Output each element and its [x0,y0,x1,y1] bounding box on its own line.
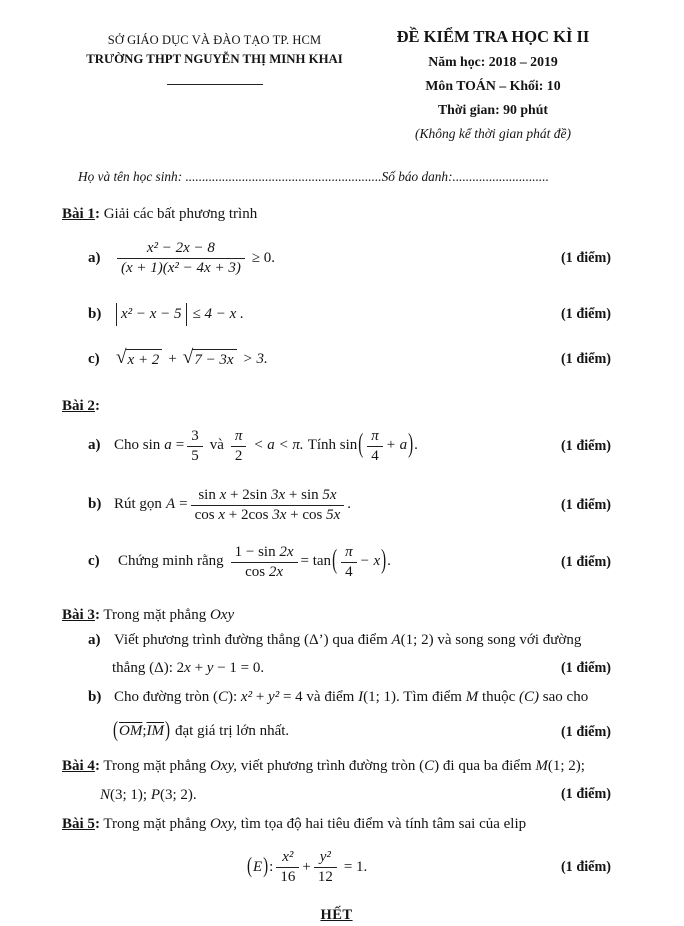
absolute-value: x² − x − 5 [116,303,187,327]
item-marker-1c: c) [88,350,100,367]
square-root: √ 7 − 3x [183,349,237,371]
header-divider [167,84,263,85]
section-4-number: Bài 4 [62,757,95,774]
end-label: HẾT [320,907,353,924]
exam-title-block [367,26,611,143]
formula-2a: Cho sin a = $\frac{3}{5}$ và π 2 < a < π. Tính sin ( π 4 + a ) . [114,427,418,464]
fraction: x² 16 [276,849,299,886]
points-badge-1b: (1 điểm) [560,306,611,323]
item-marker-1b: b) [88,305,102,322]
fraction: $\frac{\text{y²}}{12}$ [314,849,337,886]
exam-title: ĐỀ KIỂM TRA HỌC KÌ II [396,27,590,46]
fraction: $\frac{\text{x² − 2x − 8}}{\text{(x + 1)(x² − 4x + 3)}}$ [117,240,245,277]
square-root: √ x + 2 [116,349,162,371]
fraction: $\frac{\text{sin x + 2sin 3x + sin 5x}}{\text{cos x + 2cos 3x + cos 5x}}$ [191,487,345,524]
problem-3a-line2 [62,654,611,683]
paren-close: ) [263,854,269,878]
school-year: Năm học: 2018 – 2019 [428,54,558,70]
problem-3a-line1 [62,626,611,655]
item-marker-2b: b) [88,496,102,513]
formula-1c: √ x + 2 + √ 7 − 3x > 3. [114,349,272,371]
problem-2a-row [62,422,611,470]
duration: Thời gian: 90 phút [437,102,548,118]
text-5-line1: Trong mặt phẳng Oxy, tìm tọa độ hai tiêu điểm và tính tâm sai của elip [99,815,527,832]
fraction: π 2 [231,428,247,465]
section-3-heading [62,606,611,626]
radical-icon: √ [116,346,127,368]
fraction: π 4 [341,544,357,581]
section-1-number: Bài 1 [62,206,95,223]
section-2-heading [62,397,611,417]
section-4-line2 [62,781,611,810]
problem-1a-row [62,233,611,285]
student-info-line: Họ và tên học sinh: ...........................................................Số báo danh:............................. [78,168,549,184]
formula-1a: $\frac{\text{x² − 2x − 8}}{\text{(x + 1)(x² − 4x + 3)}}$ ≥ 0. [114,240,279,277]
problem-3b-line1 [62,683,611,712]
ellipse-symbol: E [253,858,263,875]
item-marker-3b: b) [88,689,102,706]
points-badge-2b: (1 điểm) [560,496,611,513]
text-4-line1: Trong mặt phẳng Oxy, viết phương trình đường tròn (C) đi qua ba điểm M(1; 2); [99,757,585,774]
section-2-colon: : [94,397,100,414]
points-badge-5: (1 điểm) [560,859,611,876]
points-badge-2a: (1 điểm) [560,437,611,454]
document-header [62,26,611,143]
section-5-formula-row [62,842,611,892]
text-3b-line1: Cho đường tròn (C): x² + y² = 4 và điểm I(1; 1). Tìm điểm M thuộc (C) sao cho [114,689,589,706]
department-name: SỞ GIÁO DỤC VÀ ĐÀO TẠO TP. HCM [107,33,322,47]
issuing-authority-block [62,26,367,85]
section-4-line1 [62,752,611,781]
points-badge-1a: (1 điểm) [560,250,611,267]
fraction: $\frac{1 - \sin 2x}{\cos 2x}$ [231,544,298,581]
fraction: π 4 [367,428,383,465]
section-5-line1 [62,810,611,839]
item-marker-2c: c) [88,553,100,570]
section-5-colon: : [94,815,100,832]
section-3-colon: : [94,607,100,624]
text-3a-line2: thẳng (Δ): 2x + y − 1 = 0. [112,660,265,677]
formula-2b: Rút gọn A = $\frac{\text{sin x + 2sin 3x + sin 5x}}{\text{cos x + 2cos 3x + cos 5x}}$ . [114,486,352,523]
vector-angle-expression: ( $\overline{OM}$ ; $\overline{IM}$ ) đạt giá trị lớn nhất. [112,722,293,742]
paren-open: ( [332,545,338,576]
paren-close: ) [408,429,414,460]
vector-OM: $\overline{OM}$ [119,723,143,740]
school-name: TRƯỜNG THPT NGUYỄN THỊ MINH KHAI [86,52,343,67]
section-4-colon: : [94,757,100,774]
vector-IM: $\overline{IM}$ [146,723,164,740]
points-badge-4: (1 điểm) [560,786,611,803]
paren-open: ( [113,719,118,743]
paren-open: ( [358,429,364,460]
problem-3b-line2 [62,712,611,752]
paren-open: ( [247,854,252,878]
fraction: $\frac{3}{5}$ [187,428,203,465]
end-of-exam [62,906,611,926]
section-2-number: Bài 2 [62,397,95,414]
points-badge-3a: (1 điểm) [560,660,611,677]
points-badge-2c: (1 điểm) [560,553,611,570]
subject-grade: Môn TOÁN – Khối: 10 [425,78,561,94]
item-marker-2a: a) [88,437,101,454]
section-5-number: Bài 5 [62,815,95,832]
section-1-intro: Giải các bất phương trình [99,206,258,223]
formula-2c: Chứng minh rằng $\frac{1 - \sin 2x}{\cos 2x}$ = tan ( π 4 − x ) . [118,543,391,580]
text-4-line2: N(3; 1); P(3; 2). [100,786,197,803]
text-3a-line1: Viết phương trình đường thẳng (Δ’) qua điểm A(1; 2) và song song với đường [114,631,582,648]
formula-1b: x² − x − 5 ≤ 4 − x . [114,303,248,327]
problem-1c-row [62,343,611,377]
section-3-number: Bài 3 [62,607,95,624]
paren-close: ) [381,545,387,576]
section-1-colon: : [94,206,100,223]
duration-note: (Không kể thời gian phát đề) [414,126,572,142]
points-badge-3b: (1 điểm) [560,723,611,740]
problem-2b-row [62,479,611,531]
radical-icon: √ [182,346,194,368]
item-marker-1a: a) [88,249,101,266]
paren-close: ) [165,719,170,743]
points-badge-1c: (1 điểm) [560,351,611,368]
section-1-heading [62,205,611,225]
ellipse-equation: ( E ) : x² 16 + $\frac{\text{y²}}{12}$ = 1. [247,849,368,885]
item-marker-3a: a) [88,631,101,648]
section-3-intro: Trong mặt phẳng Oxy [99,607,235,624]
problem-1b-row [62,298,611,332]
problem-2c-row [62,538,611,586]
